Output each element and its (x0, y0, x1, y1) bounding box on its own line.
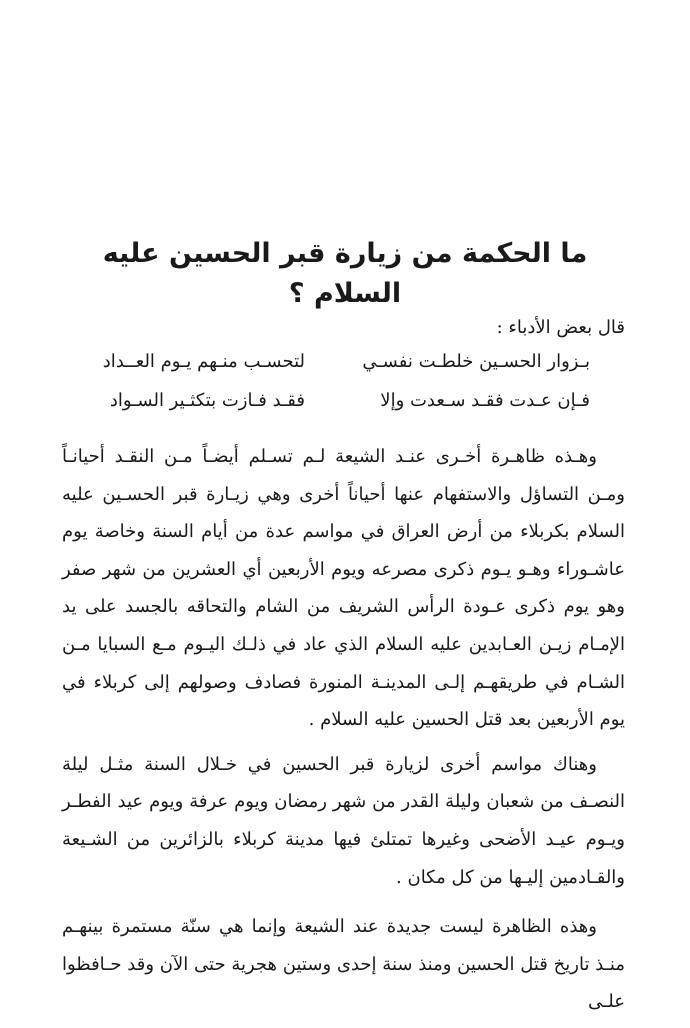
verse-1-second-hemistich: لتحسـب منـهم يـوم العــداد (102, 351, 305, 372)
verse-2-second-hemistich: فقـد فـازت بتكثـير السـواد (109, 390, 305, 411)
verse-1-first-hemistich: بـزوار الحسـين خلطـت نفسـي (362, 351, 590, 372)
body-text (62, 438, 625, 1021)
verse-2-first-hemistich: فـإن عـدت فقـد سـعدت وإلا (380, 390, 590, 411)
paragraph-2: وهناك مواسم أخرى لزيارة قبر الحسين في خـلال السنة مثـل ليلة النصـف من شعبان وليلة القدر من شهر رمضان ويوم عرفة ويوم عيد الفطـر ويـوم عيـد الأضحى وغيرها تمتلئ فيها مدينة كربلاء بالزائرين من الشـيعة والقـادمين إليـها من كل مكان . (62, 753, 625, 888)
paragraph-3: وهذه الظاهرة ليست جديدة عند الشيعة وإنما هي سنّة مستمرة بينهـم منـذ تاريخ قتل الحسين ومنذ سنة إحدى وستين هجرية حتى الآن وقد حـافظوا علـى (62, 916, 625, 1013)
chapter-title: ما الحكمة من زيارة قبر الحسين عليه السلام ؟ (102, 238, 588, 309)
intro-line: قال بعض الأدباء : (496, 317, 625, 338)
paragraph-1: وهـذه ظاهـرة أخـرى عنـد الشيعة لـم تسـلم أيضـاً مـن النقـد أحيانـاً ومـن التساؤل والاستفهام عنها أحياناً أخرى وهي زيـارة قبر الحسـين عليه السلام بكربلاء من أرض العراق في مواسم عدة من أيام السنة وخاصة يوم عاشـوراء وهـو يـوم ذكرى مصرعه ويوم الأربعين أي العشرين من شهر صفر وهو يوم ذكرى عـودة الرأس الشريف من الشام والتحاقه بالجسد على يد الإمـام زيـن العـابدين عليه السلام الذي عاد في ذلـك اليـوم مـع السبايا مـن الشـام في طريقهـم إلـى المدينـة المنورة فصادف وصولهم إلى كربلاء في يوم الأربعين بعد قتل الحسين عليه السلام . (62, 446, 625, 731)
